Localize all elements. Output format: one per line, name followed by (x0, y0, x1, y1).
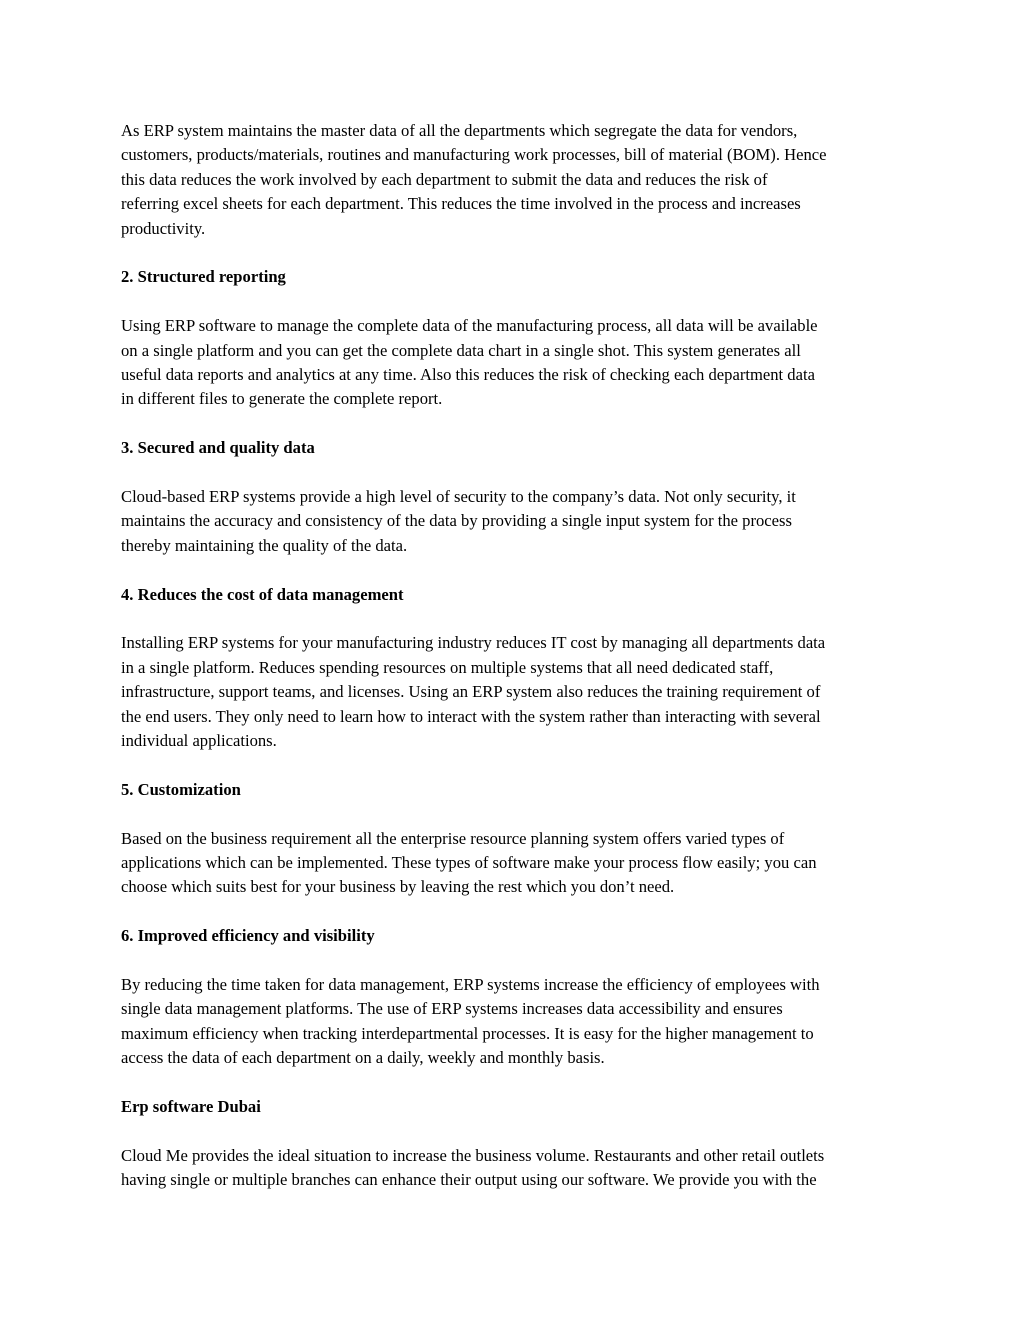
heading-erp-software-dubai: Erp software Dubai (121, 1097, 261, 1117)
spacer (121, 558, 911, 582)
paragraph-line: infrastructure, support teams, and licenses. Using an ERP system also reduces the training requirement of (121, 682, 821, 702)
paragraph-erp-software-dubai (121, 1144, 911, 1193)
paragraph-line: access the data of each department on a daily, weekly and monthly basis. (121, 1048, 605, 1068)
spacer (121, 753, 911, 777)
paragraph-structured-reporting (121, 314, 911, 412)
paragraph-line: the end users. They only need to learn how to interact with the system rather than interacting with several (121, 706, 821, 726)
paragraph-line: individual applications. (121, 731, 277, 751)
spacer (121, 802, 911, 826)
heading-structured-reporting: 2. Structured reporting (121, 267, 286, 287)
spacer (121, 607, 911, 631)
document-page (121, 119, 911, 1193)
paragraph-line: in different files to generate the complete report. (121, 389, 443, 409)
paragraph-improved-efficiency (121, 973, 911, 1071)
paragraph-master-data (121, 119, 911, 241)
heading-secured-quality-data: 3. Secured and quality data (121, 438, 315, 458)
spacer (121, 900, 911, 924)
paragraph-line: maintains the accuracy and consistency of the data by providing a single input system for the process (121, 511, 792, 531)
paragraph-reduces-cost (121, 631, 911, 753)
paragraph-line: Installing ERP systems for your manufacturing industry reduces IT cost by managing all departments data (121, 633, 826, 653)
paragraph-line: referring excel sheets for each department. This reduces the time involved in the process and increases (121, 194, 801, 214)
heading-customization: 5. Customization (121, 779, 241, 799)
paragraph-line: this data reduces the work involved by each department to submit the data and reduces the risk of (121, 169, 768, 189)
paragraph-line: By reducing the time taken for data management, ERP systems increase the efficiency of employees with (121, 975, 820, 995)
paragraph-line: maximum efficiency when tracking interdepartmental processes. It is easy for the higher management to (121, 1023, 814, 1043)
spacer (121, 949, 911, 973)
spacer (121, 1071, 911, 1095)
spacer (121, 461, 911, 485)
paragraph-line: customers, products/materials, routines and manufacturing work processes, bill of material (BOM). Hence (121, 145, 827, 165)
paragraph-line: in a single platform. Reduces spending resources on multiple systems that all need dedicated staff, (121, 657, 774, 677)
paragraph-line: productivity. (121, 218, 206, 238)
spacer (121, 1119, 911, 1143)
spacer (121, 290, 911, 314)
heading-reduces-cost: 4. Reduces the cost of data management (121, 584, 404, 604)
paragraph-line: single data management platforms. The use of ERP systems increases data accessibility and ensures (121, 999, 783, 1019)
paragraph-line: Cloud Me provides the ideal situation to increase the business volume. Restaurants and other retail outlets (121, 1145, 825, 1165)
spacer (121, 412, 911, 436)
paragraph-line: Based on the business requirement all the enterprise resource planning system offers varied types of (121, 828, 785, 848)
paragraph-line: useful data reports and analytics at any time. Also this reduces the risk of checking each department data (121, 365, 815, 385)
paragraph-line: having single or multiple branches can enhance their output using our software. We provide you with the (121, 1170, 817, 1190)
paragraph-secured-quality-data (121, 485, 911, 558)
paragraph-line: choose which suits best for your business by leaving the rest which you don’t need. (121, 877, 675, 897)
paragraph-line: applications which can be implemented. These types of software make your process flow easily; you can (121, 853, 817, 873)
paragraph-line: thereby maintaining the quality of the data. (121, 535, 408, 555)
paragraph-line: As ERP system maintains the master data of all the departments which segregate the data for vendors, (121, 121, 798, 140)
paragraph-customization (121, 827, 911, 900)
spacer (121, 241, 911, 265)
paragraph-line: Using ERP software to manage the complete data of the manufacturing process, all data will be available (121, 316, 818, 336)
paragraph-line: on a single platform and you can get the complete data chart in a single shot. This system generates all (121, 340, 801, 360)
paragraph-line: Cloud-based ERP systems provide a high level of security to the company’s data. Not only security, it (121, 487, 796, 507)
heading-improved-efficiency: 6. Improved efficiency and visibility (121, 926, 375, 946)
